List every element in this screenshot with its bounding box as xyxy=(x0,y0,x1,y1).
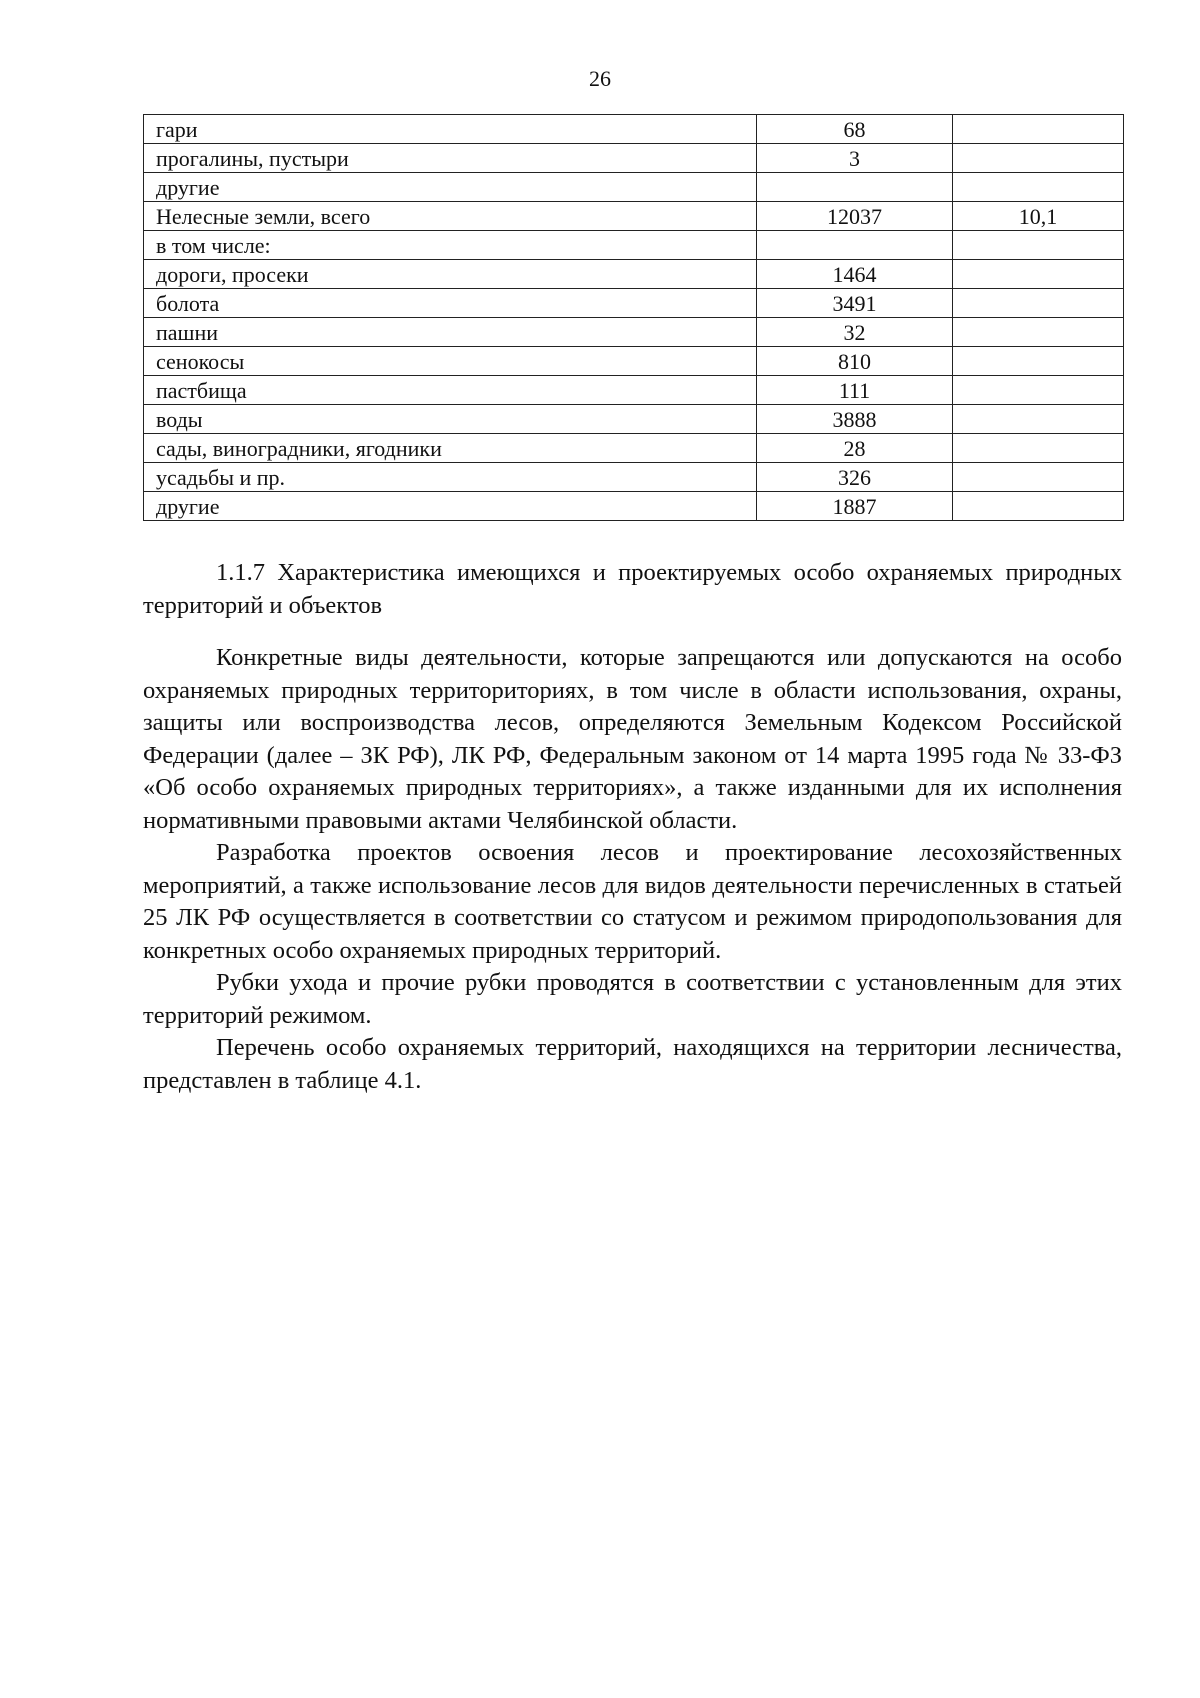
row-area: 3888 xyxy=(757,405,953,434)
row-area: 12037 xyxy=(757,202,953,231)
row-percent xyxy=(953,173,1124,202)
body-text xyxy=(143,642,1122,1097)
row-category: пастбища xyxy=(144,376,757,405)
row-category: прогалины, пустыри xyxy=(144,144,757,173)
table-row xyxy=(144,318,1124,347)
row-category: болота xyxy=(144,289,757,318)
row-area xyxy=(757,173,953,202)
row-percent: 10,1 xyxy=(953,202,1124,231)
row-category: в том числе: xyxy=(144,231,757,260)
table-row xyxy=(144,144,1124,173)
row-percent xyxy=(953,405,1124,434)
row-area: 3 xyxy=(757,144,953,173)
row-area: 810 xyxy=(757,347,953,376)
paragraph: Разработка проектов освоения лесов и проектирование лесохозяйственных мероприятий, а также использование лесов для видов деятельности перечисленных в статьей 25 ЛК РФ осуществляется в соответствии со статусом и режимом природопользования для конкретных особо охраняемых природных территорий. xyxy=(143,839,1122,964)
paragraph: Конкретные виды деятельности, которые запрещаются или допускаются на особо охраняемых природных территориториях, в том числе в области использования, охраны, защиты или воспроизводства лесов, определяются Земельным Кодексом Российской Федерации (далее – ЗК РФ), ЛК РФ, Федеральным законом от 14 марта 1995 года № 33-ФЗ «Об особо охраняемых природных территориях», а также изданными для их исполнения нормативными правовыми актами Челябинской области. xyxy=(143,644,1122,834)
table-body xyxy=(144,115,1124,521)
row-area: 326 xyxy=(757,463,953,492)
table-row xyxy=(144,347,1124,376)
row-category: сады, виноградники, ягодники xyxy=(144,434,757,463)
row-percent xyxy=(953,144,1124,173)
row-area: 28 xyxy=(757,434,953,463)
table-row xyxy=(144,376,1124,405)
row-category: Нелесные земли, всего xyxy=(144,202,757,231)
row-percent xyxy=(953,231,1124,260)
table-row xyxy=(144,434,1124,463)
row-percent xyxy=(953,115,1124,144)
table-row xyxy=(144,463,1124,492)
row-percent xyxy=(953,376,1124,405)
paragraph: Рубки ухода и прочие рубки проводятся в соответствии с установленным для этих территорий режимом. xyxy=(143,969,1122,1029)
row-percent xyxy=(953,347,1124,376)
row-area xyxy=(757,231,953,260)
page-number: 26 xyxy=(589,66,611,91)
row-category: другие xyxy=(144,173,757,202)
row-category: гари xyxy=(144,115,757,144)
row-percent xyxy=(953,492,1124,521)
row-percent xyxy=(953,434,1124,463)
table-row xyxy=(144,231,1124,260)
row-area: 1464 xyxy=(757,260,953,289)
paragraph: Перечень особо охраняемых территорий, находящихся на территории лесничества, представлен в таблице 4.1. xyxy=(143,1034,1122,1094)
table-row xyxy=(144,115,1124,144)
row-percent xyxy=(953,289,1124,318)
row-percent xyxy=(953,260,1124,289)
row-percent xyxy=(953,318,1124,347)
row-area: 32 xyxy=(757,318,953,347)
table-row xyxy=(144,173,1124,202)
section-heading: 1.1.7 Характеристика имеющихся и проектируемых особо охраняемых природных территорий и объектов xyxy=(143,559,1122,619)
row-category: сенокосы xyxy=(144,347,757,376)
table-row xyxy=(144,492,1124,521)
row-area: 68 xyxy=(757,115,953,144)
table-row xyxy=(144,289,1124,318)
table-row xyxy=(144,202,1124,231)
section-heading-block xyxy=(143,557,1122,622)
row-area: 1887 xyxy=(757,492,953,521)
row-area: 3491 xyxy=(757,289,953,318)
row-category: другие xyxy=(144,492,757,521)
row-category: воды xyxy=(144,405,757,434)
land-category-table xyxy=(143,114,1124,521)
row-category: усадьбы и пр. xyxy=(144,463,757,492)
row-percent xyxy=(953,463,1124,492)
row-category: дороги, просеки xyxy=(144,260,757,289)
table-row xyxy=(144,260,1124,289)
row-area: 111 xyxy=(757,376,953,405)
table-row xyxy=(144,405,1124,434)
row-category: пашни xyxy=(144,318,757,347)
